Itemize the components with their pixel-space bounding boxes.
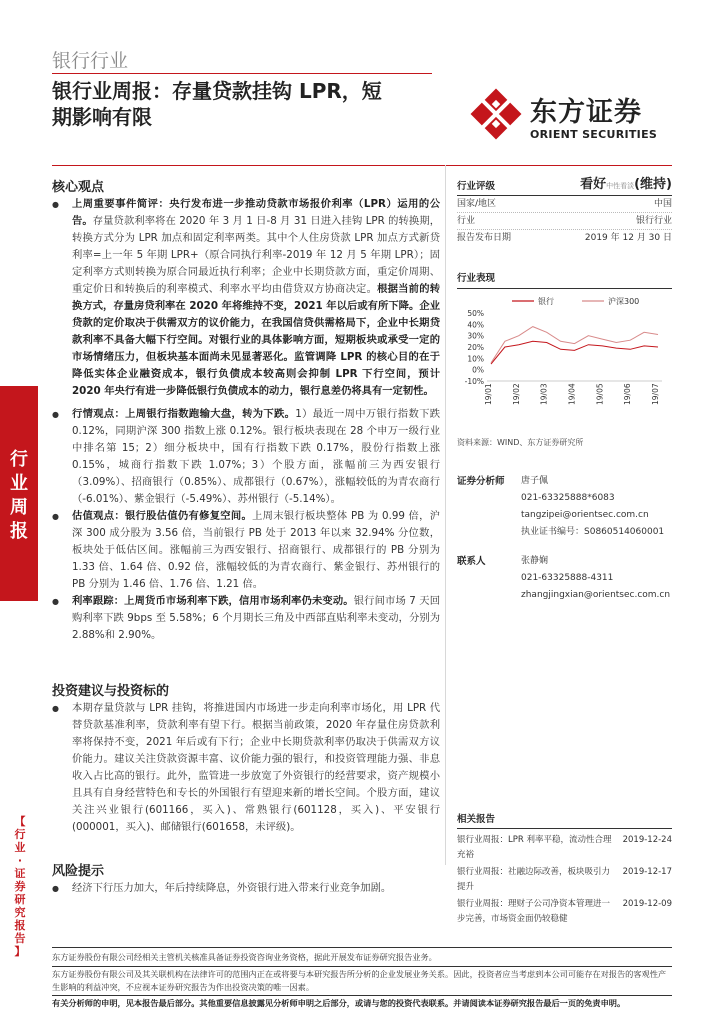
x-tick-label: 19/03 <box>539 383 549 405</box>
footer-line-2: 东方证券股份有限公司及其关联机构在法律许可的范围内正在或将要与本研究报告所分析的企业发展业务关系。因此，投资者应当考虑到本公司可能存在对报告的客观性产生影响的利益冲突，不应视本证券研究报告为作出投资决策的唯一因素。 <box>52 966 672 994</box>
analyst-cert: 执业证书编号：S0860514060001 <box>521 527 665 537</box>
risk-section <box>52 880 440 897</box>
analyst-phone: 021-63325888*6083 <box>521 493 615 503</box>
y-tick-label: 0% <box>472 365 484 375</box>
rating-value: 看好中性看淡(维持) <box>580 177 672 192</box>
logo-mark-icon <box>468 86 524 142</box>
legend-label: 沪深300 <box>608 297 640 306</box>
analyst-info <box>521 473 672 541</box>
related-block <box>457 812 672 927</box>
contact-block <box>457 553 672 604</box>
risk-point: ● 经济下行压力加大，年后持续降息，外资银行进入带来行业竞争加剧。 <box>52 880 440 897</box>
column-divider <box>445 165 446 865</box>
related-heading: 相关报告 <box>457 812 672 829</box>
analyst-name: 唐子佩 <box>521 476 549 486</box>
invest-section <box>52 700 440 836</box>
rating-row-country: 国家/地区 中国 <box>457 196 672 213</box>
y-tick-label: -10% <box>464 377 484 386</box>
side-char-1: 行 <box>10 449 28 470</box>
x-tick-label: 19/04 <box>567 383 577 405</box>
analyst-email[interactable]: tangzipei@orientsec.com.cn <box>521 510 649 520</box>
side-char-3: 周 <box>10 497 28 518</box>
core-section <box>52 196 440 644</box>
rating-box <box>457 173 672 246</box>
y-tick-label: 40% <box>467 320 484 330</box>
report-title <box>52 78 437 130</box>
series-line <box>491 341 658 364</box>
x-tick-label: 19/01 <box>484 383 493 405</box>
performance-heading: 行业表现 <box>457 270 672 289</box>
analyst-label: 证券分析师 <box>457 476 505 487</box>
x-tick-label: 19/06 <box>623 383 633 405</box>
related-item[interactable]: 银行业周报：社融边际改善，板块吸引力提升 2019-12-17 <box>457 867 672 892</box>
footer-rule <box>52 947 672 948</box>
rating-row-industry: 行业 银行行业 <box>457 213 672 230</box>
analyst-block <box>457 473 672 541</box>
invest-heading: 投资建议与投资标的 <box>52 684 170 699</box>
title-line-1: 银行业周报：存量贷款挂钩 LPR，短 <box>52 79 382 103</box>
core-heading: 核心观点 <box>52 180 105 195</box>
contact-name: 张静娴 <box>521 556 549 566</box>
y-tick-label: 50% <box>467 309 484 318</box>
y-tick-label: 10% <box>467 354 484 364</box>
x-tick-label: 19/02 <box>511 383 521 405</box>
footer <box>52 951 672 1010</box>
core-point-events: ● 上周重要事件简评：央行发布进一步推动贷款市场报价利率（LPR）运用的公告。存量贷款利率将在 2020 年 3 月 1 日-8 月 31 日进入挂钩 LPR 的转换期，转换方式分为 LPR 加点和固定利率两类。其中个人住房贷款 LPR 加点方式新贷利率=上一年 5 年期 LPR+（原合同执行利率-2019 年 12 月 5 年期 LPR）；固定利率方式则转换为原合同最近执行利率；企业中长期贷款方面，重定价周期、重定价日和转换后的利率模式、利率水平均由借贷双方协商决定。根据当前的转换方式，存量房贷利率在 2020 年将维持不变，2021 年以后或有所下降。企业贷款的定价取决于供需双方的议价能力，在我国信贷供需格局下，企业中长期贷款利率不具备大幅下行空间。对银行业的具体影响方面，短期板块或承受一定的市场情绪压力，但板块基本面尚未见显著恶化。监管调降 LPR 的核心目的在于降低实体企业融资成本，银行负债成本较高则会抑制 LPR 下行空间，预计 2020 年央行有进一步降低银行负债成本的动力，银行息差仍将具有一定韧性。 <box>52 196 440 400</box>
x-tick-label: 19/05 <box>595 383 605 405</box>
y-tick-label: 30% <box>467 331 484 341</box>
rating-row: 行业评级 看好中性看淡(维持) <box>457 173 672 196</box>
contact-label: 联系人 <box>457 556 486 567</box>
logo-english: ORIENT SECURITIES <box>530 128 658 141</box>
y-tick-label: 20% <box>467 343 484 352</box>
side-char-4: 报 <box>10 521 28 542</box>
side-band-text <box>0 448 38 544</box>
header-rule <box>52 73 432 74</box>
rating-row-date: 报告发布日期 2019 年 12 月 30 日 <box>457 233 672 243</box>
logo-chinese: 东方证券 <box>530 97 642 128</box>
contact-info <box>521 553 672 604</box>
invest-point: ● 本期存量贷款与 LPR 挂钩，将推进国内市场进一步走向利率市场化，用 LPR 代替贷款基准利率，贷款利率有望下行。根据当前政策，2020 年存量住房贷款利率将保持不变，2021 年后或有下行；企业中长期贷款利率仍取决于供需双方议价能力。建议关注贷款资源丰富、议价能力强的银行，和投资管理能力强、非息收入占比高的银行。此外，监管进一步放宽了外资银行的经营要求，资产规模小且具有自身经营特色和专长的外国银行有望迎来新的增长空间。个股方面，建议关注兴业银行(601166，买入)、常熟银行(601128，买入)、平安银行(000001，买入)、邮储银行(601658，未评级)。 <box>52 700 440 836</box>
core-point-market: ● 行情观点：上周银行指数跑输大盘，转为下跌。1）最近一周中万银行指数下跌 0.12%，同期沪深 300 指数上涨 0.12%。银行板块表现在 28 个申万一级行业中排名第 15；2）细分板块中，国有行指数下跌 0.17%，股份行指数上涨 0.15%，城商行指数下跌 1.07%；3）个股方面，涨幅前三为西安银行（3.09%）、招商银行（0.85%）、成都银行（0.67%），涨幅较低的为青农商行（-6.01%）、紫金银行（-5.49%）、苏州银行（-5.14%）。 <box>52 406 440 508</box>
x-tick-label: 19/07 <box>651 383 660 405</box>
chart-source: 资料来源：WIND、东方证券研究所 <box>457 438 584 447</box>
footer-line-1: 东方证券股份有限公司经相关主管机关核准具备证券投资咨询业务资格，据此开展发布证券研究报告业务。 <box>52 952 437 962</box>
legend-label: 银行 <box>538 297 554 306</box>
sector-label: 银行行业 <box>52 50 129 72</box>
core-point-valuation: ● 估值观点：银行股估值仍有修复空间。上周末银行板块整体 PB 为 0.99 倍，沪深 300 成分股为 3.56 倍，当前银行 PB 处于 2013 年以来 32.94% 分位数，板块处于低估区间。涨幅前三为西安银行、招商银行、成都银行的 PB 分别为 1.33 倍、1.64 倍、0.92 倍，涨幅较低的为青农商行、紫金银行、苏州银行的 PB 分别为 1.46 倍、1.76 倍、1.21 倍。 <box>52 508 440 593</box>
vertical-tab: 【 行 业 · 证 券 研 究 报 告 】 <box>14 815 26 958</box>
performance-block <box>457 270 672 448</box>
side-char-2: 业 <box>10 473 28 494</box>
performance-chart <box>457 293 672 421</box>
contact-phone: 021-63325888-4311 <box>521 573 614 583</box>
orient-securities-logo <box>468 86 678 146</box>
contact-email[interactable]: zhangjingxian@orientsec.com.cn <box>521 590 671 600</box>
core-point-rates: ● 利率跟踪：上周货币市场利率下跌，信用市场利率仍未变动。银行间市场 7 天回购利率下跌 9bps 至 5.58%；6 个月期长三角及中西部直贴利率未变动，分别为 2.88%和 2.90%。 <box>52 593 440 644</box>
main-rule <box>52 165 672 166</box>
footer-line-3: 有关分析师的申明，见本报告最后部分。其他重要信息披露见分析师申明之后部分，或请与您的投资代表联系。并请阅读本证券研究报告最后一页的免责申明。 <box>52 995 672 1010</box>
title-line-2: 期影响有限 <box>52 105 152 129</box>
risk-heading: 风险提示 <box>52 864 105 879</box>
related-item[interactable]: 银行业周报：LPR 利率平稳，流动性合理充裕 2019-12-24 <box>457 835 672 860</box>
related-item[interactable]: 银行业周报：理财子公司净资本管理进一步完善，市场资金面仍较稳健 2019-12-09 <box>457 899 672 924</box>
